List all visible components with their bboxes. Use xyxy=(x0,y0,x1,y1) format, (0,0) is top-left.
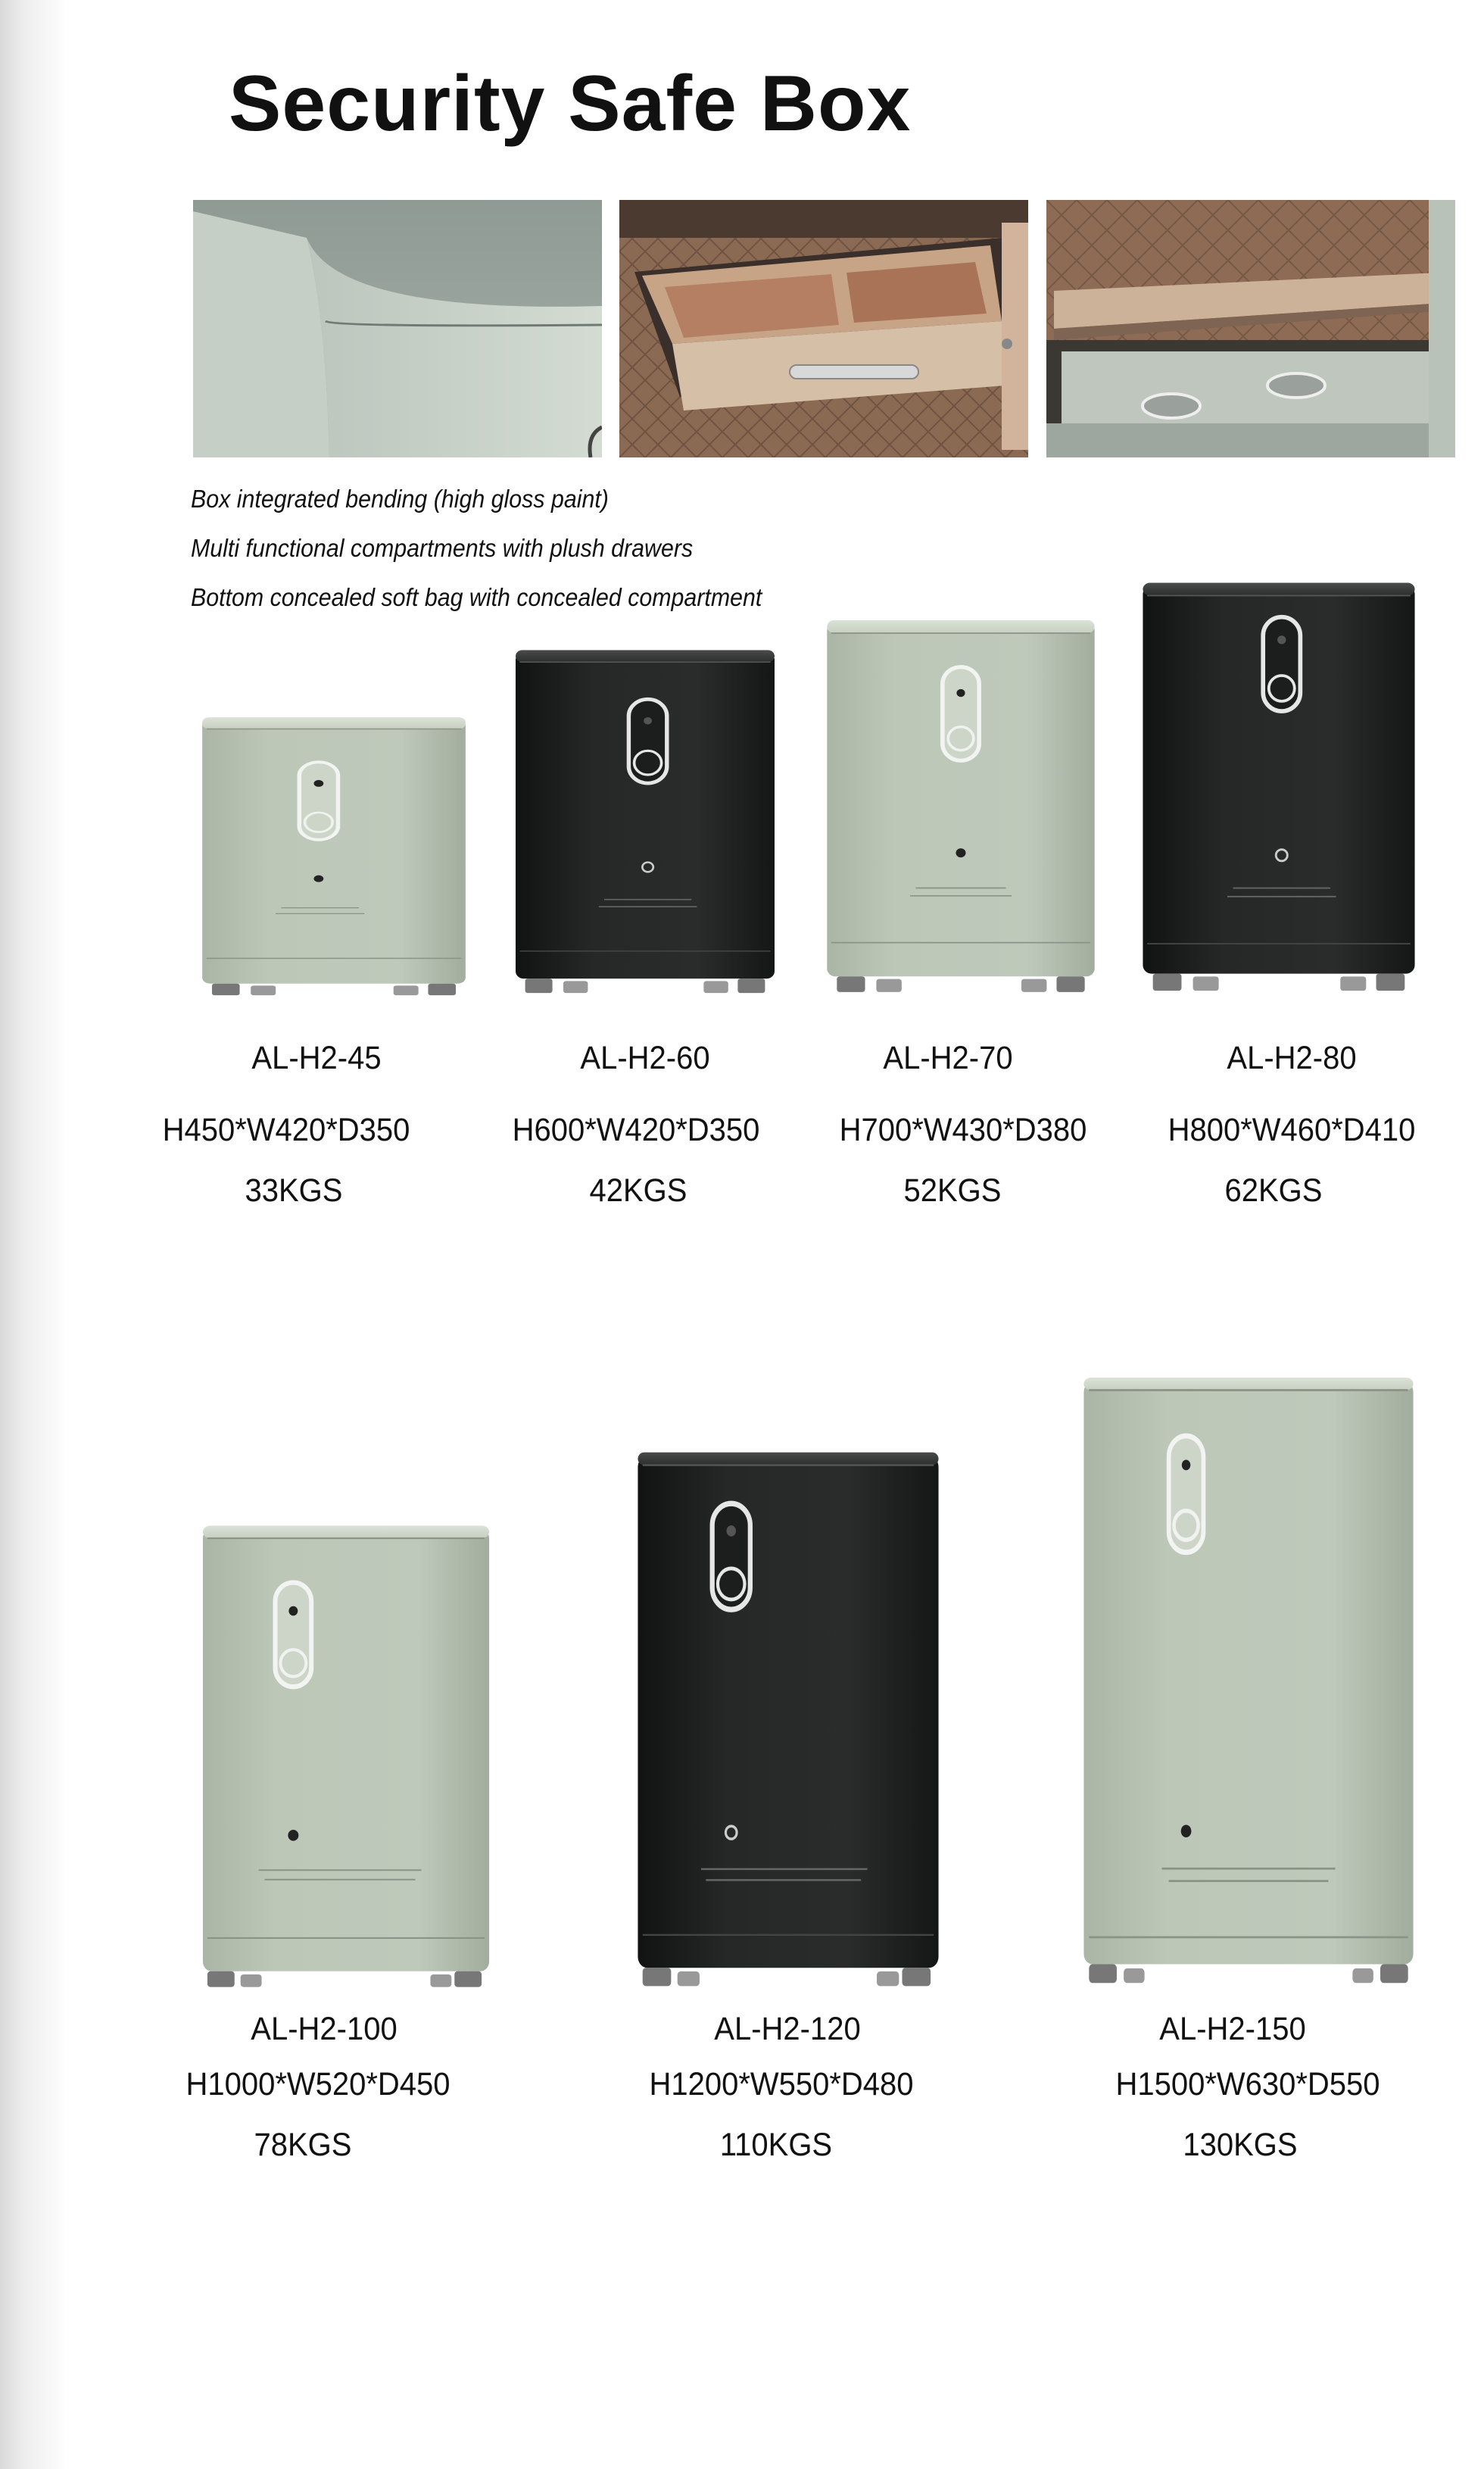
model-dimensions: H600*W420*D350 xyxy=(512,1112,760,1148)
model-dimensions: H1500*W630*D550 xyxy=(1115,2066,1380,2102)
model-weight: 42KGS xyxy=(589,1172,687,1209)
safe-image-al-h2-100 xyxy=(195,1519,497,1993)
model-weight: 62KGS xyxy=(1224,1172,1323,1209)
model-weight: 52KGS xyxy=(903,1172,1002,1209)
photo-plush-drawer xyxy=(619,200,1028,457)
model-dimensions: H800*W460*D410 xyxy=(1168,1112,1416,1148)
model-dimensions: H700*W430*D380 xyxy=(839,1112,1087,1148)
photo-box-corner xyxy=(193,200,602,457)
feature-text: Multi functional compartments with plush drawers xyxy=(191,534,694,562)
model-dimensions: H1000*W520*D450 xyxy=(186,2066,450,2102)
model-dimensions: H1200*W550*D480 xyxy=(649,2066,914,2102)
model-name: AL-H2-45 xyxy=(251,1040,382,1076)
model-weight: 33KGS xyxy=(245,1172,343,1209)
safe-image-al-h2-80 xyxy=(1136,577,1422,1005)
model-name: AL-H2-120 xyxy=(714,2011,861,2047)
photo-concealed-compartment xyxy=(1046,200,1455,457)
model-weight: 110KGS xyxy=(719,2127,833,2163)
model-weight: 78KGS xyxy=(254,2127,352,2163)
page-title: Security Safe Box xyxy=(229,60,912,148)
model-dimensions: H450*W420*D350 xyxy=(162,1112,410,1148)
safe-image-al-h2-120 xyxy=(630,1445,946,1993)
safe-image-al-h2-45 xyxy=(195,713,472,1005)
safe-image-al-h2-70 xyxy=(820,615,1102,1005)
model-name: AL-H2-80 xyxy=(1227,1040,1357,1076)
feature-text: Bottom concealed soft bag with concealed compartment xyxy=(191,583,762,611)
model-weight: 130KGS xyxy=(1183,2127,1298,2163)
model-name: AL-H2-150 xyxy=(1159,2011,1306,2047)
page-binding-shadow xyxy=(0,0,70,2469)
safe-image-al-h2-150 xyxy=(1075,1369,1422,1993)
feature-text: Box integrated bending (high gloss paint) xyxy=(191,485,609,513)
model-name: AL-H2-60 xyxy=(580,1040,710,1076)
model-name: AL-H2-100 xyxy=(251,2011,398,2047)
safe-image-al-h2-60 xyxy=(509,645,781,1005)
model-name: AL-H2-70 xyxy=(883,1040,1013,1076)
